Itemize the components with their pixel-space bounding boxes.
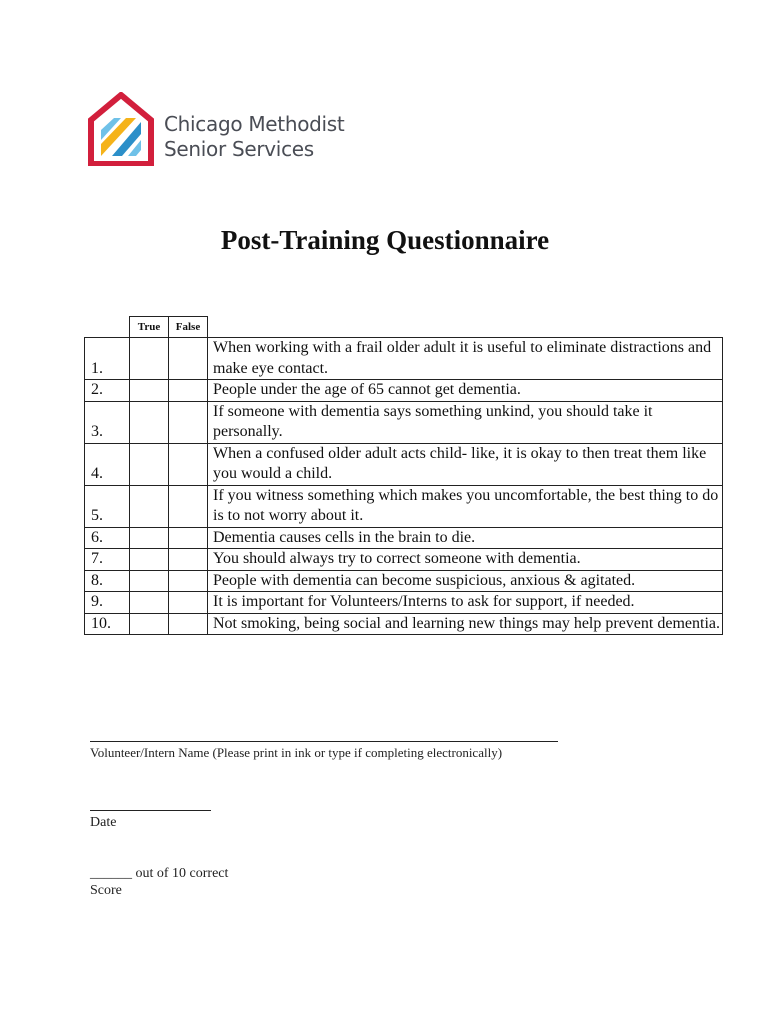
question-row — [85, 570, 723, 592]
number-header — [85, 317, 130, 338]
question-number: 4. — [85, 443, 130, 485]
house-logo-icon — [88, 92, 154, 166]
true-answer-cell[interactable] — [130, 570, 169, 592]
false-answer-cell[interactable] — [169, 485, 208, 527]
question-row — [85, 549, 723, 571]
org-name-line1: Chicago Methodist — [164, 112, 345, 136]
true-answer-cell[interactable] — [130, 443, 169, 485]
question-number: 2. — [85, 380, 130, 402]
true-answer-cell[interactable] — [130, 485, 169, 527]
question-number: 8. — [85, 570, 130, 592]
question-number: 10. — [85, 613, 130, 635]
question-statement: Dementia causes cells in the brain to die. — [208, 527, 723, 549]
question-row — [85, 338, 723, 380]
score-suffix: out of 10 correct — [135, 866, 229, 881]
table-header-row — [85, 317, 723, 338]
false-answer-cell[interactable] — [169, 613, 208, 635]
org-logo — [88, 92, 358, 170]
false-answer-cell[interactable] — [169, 527, 208, 549]
question-number: 3. — [85, 401, 130, 443]
question-row — [85, 443, 723, 485]
question-row — [85, 401, 723, 443]
false-answer-cell[interactable] — [169, 338, 208, 380]
org-name-line2: Senior Services — [164, 137, 314, 161]
statement-header — [208, 317, 723, 338]
true-answer-cell[interactable] — [130, 592, 169, 614]
question-statement: When a confused older adult acts child- like, it is okay to then treat them like you would a child. — [208, 443, 723, 485]
question-number: 6. — [85, 527, 130, 549]
question-row — [85, 527, 723, 549]
false-answer-cell[interactable] — [169, 592, 208, 614]
true-answer-cell[interactable] — [130, 549, 169, 571]
question-statement: If someone with dementia says something unkind, you should take it personally. — [208, 401, 723, 443]
name-signature-label: Volunteer/Intern Name (Please print in ink or type if completing electronically) — [90, 745, 503, 760]
date-line[interactable] — [90, 810, 211, 811]
false-answer-cell[interactable] — [169, 380, 208, 402]
questions-body — [85, 338, 723, 635]
questionnaire-table — [84, 316, 723, 635]
false-answer-cell[interactable] — [169, 401, 208, 443]
question-statement: Not smoking, being social and learning new things may help prevent dementia. — [208, 613, 723, 635]
question-number: 5. — [85, 485, 130, 527]
question-row — [85, 592, 723, 614]
score-line — [90, 866, 228, 882]
question-statement: When working with a frail older adult it is useful to eliminate distractions and make eye contact. — [208, 338, 723, 380]
question-number: 9. — [85, 592, 130, 614]
false-column-header: False — [169, 317, 208, 338]
question-row — [85, 485, 723, 527]
false-answer-cell[interactable] — [169, 549, 208, 571]
true-answer-cell[interactable] — [130, 527, 169, 549]
question-statement: People with dementia can become suspicious, anxious & agitated. — [208, 570, 723, 592]
true-column-header: True — [130, 317, 169, 338]
question-row — [85, 380, 723, 402]
score-label: Score — [90, 883, 122, 898]
question-statement: If you witness something which makes you uncomfortable, the best thing to do is to not worry about it. — [208, 485, 723, 527]
question-row — [85, 613, 723, 635]
date-label: Date — [90, 815, 117, 830]
true-answer-cell[interactable] — [130, 380, 169, 402]
true-answer-cell[interactable] — [130, 613, 169, 635]
question-statement: You should always try to correct someone with dementia. — [208, 549, 723, 571]
false-answer-cell[interactable] — [169, 570, 208, 592]
question-number: 1. — [85, 338, 130, 380]
true-answer-cell[interactable] — [130, 338, 169, 380]
true-answer-cell[interactable] — [130, 401, 169, 443]
name-signature-line[interactable] — [90, 741, 558, 742]
false-answer-cell[interactable] — [169, 443, 208, 485]
score-blank[interactable]: ______ — [90, 866, 132, 881]
question-number: 7. — [85, 549, 130, 571]
page-title: Post-Training Questionnaire — [220, 225, 550, 255]
question-statement: It is important for Volunteers/Interns to ask for support, if needed. — [208, 592, 723, 614]
question-statement: People under the age of 65 cannot get dementia. — [208, 380, 723, 402]
